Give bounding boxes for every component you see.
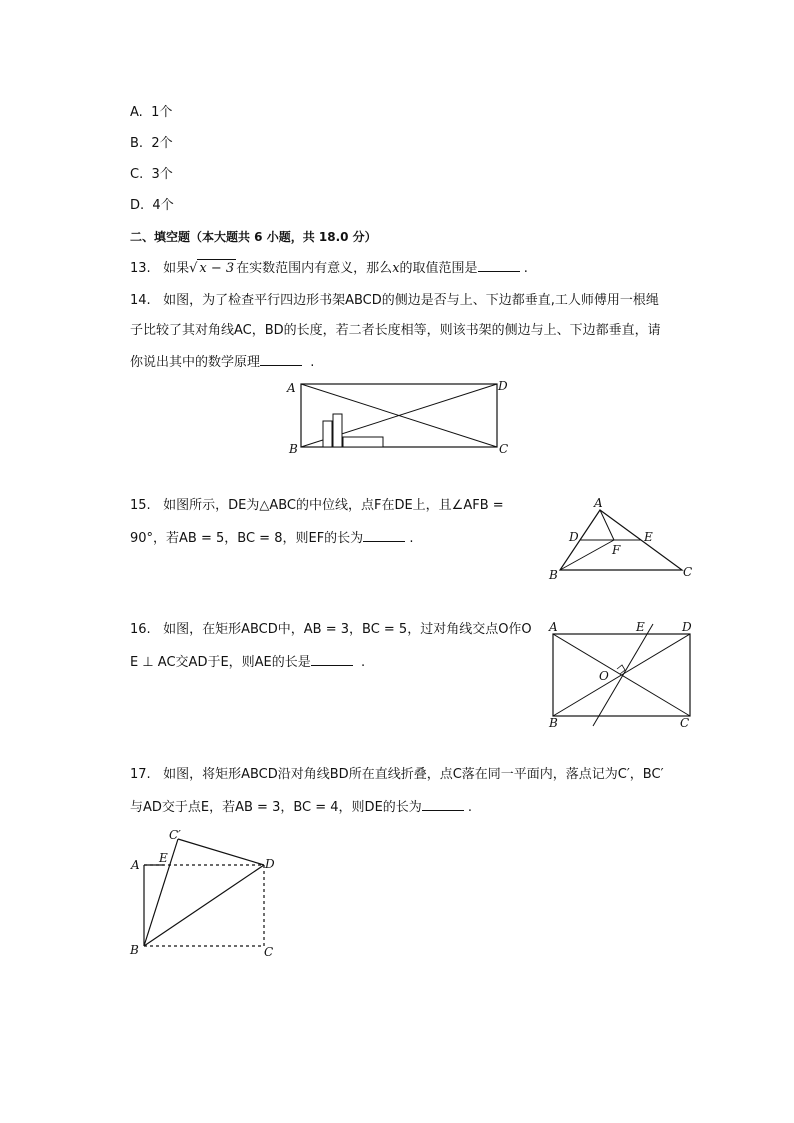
- label-a: A: [131, 858, 140, 872]
- question-17-line1: [130, 766, 664, 784]
- label-b: B: [549, 568, 558, 582]
- question-end: .: [467, 800, 473, 815]
- question-text: 如图，将矩形ABCD沿对角线BD所在直线折叠，点C落在同一平面内，落点记为C′，BC′: [163, 767, 664, 782]
- question-16-line1: [130, 621, 532, 639]
- label-o: O: [599, 669, 609, 683]
- option-c: [130, 166, 173, 184]
- segment-cprime-d: [178, 839, 264, 865]
- label-e: E: [159, 851, 168, 865]
- question-text: 如图，为了检查平行四边形书架ABCD的侧边是否与上、下边都垂直,工人师傅用一根绳: [163, 293, 659, 308]
- question-text: 如图所示，DE为△ABC的中位线，点F在DE上，且∠AFB =: [163, 498, 504, 513]
- question-17-line2: [130, 797, 472, 817]
- question-text: 与AD交于点E，若AB = 3，BC = 4，则DE的长为: [130, 800, 422, 815]
- question-number: 13.: [130, 261, 151, 276]
- figure-bookshelf: [285, 376, 515, 458]
- option-text: 3个: [151, 167, 173, 182]
- question-number: 15.: [130, 498, 151, 513]
- question-number: 14.: [130, 293, 151, 308]
- question-text: 在实数范围内有意义，那么: [236, 261, 393, 276]
- label-b: B: [549, 716, 558, 730]
- question-end: .: [523, 261, 528, 276]
- option-text: 4个: [152, 198, 174, 213]
- label-e: E: [636, 620, 645, 634]
- question-text: 90°，若AB = 5，BC = 8，则EF的长为: [130, 531, 364, 546]
- diagonal-bd: [144, 865, 264, 946]
- question-text: E ⊥ AC交AD于E，则AE的长是: [130, 655, 311, 670]
- answer-blank: [422, 797, 464, 811]
- question-14-line1: [130, 292, 659, 310]
- label-a: A: [594, 496, 603, 510]
- book: [343, 437, 383, 447]
- label-c-prime: C′: [169, 828, 181, 842]
- figure-triangle: [542, 494, 702, 584]
- figure-rectangle-o: [545, 618, 700, 733]
- variable: x: [392, 261, 400, 276]
- option-d: [130, 197, 174, 215]
- question-14-line3: [130, 352, 314, 372]
- question-end: .: [310, 355, 315, 370]
- radicand: x − 3: [199, 261, 235, 276]
- answer-blank: [311, 652, 353, 666]
- label-b: B: [130, 943, 139, 957]
- segment-bf: [560, 540, 614, 570]
- label-e: E: [644, 530, 653, 544]
- label-c: C: [499, 442, 509, 456]
- label-f: F: [612, 543, 621, 557]
- label-d: D: [682, 620, 692, 634]
- option-letter: D.: [130, 198, 145, 213]
- option-text: 1个: [151, 105, 173, 120]
- label-c: C: [680, 716, 690, 730]
- question-text: 如图，在矩形ABCD中，AB = 3，BC = 5，过对角线交点O作O: [163, 622, 532, 637]
- option-b: [130, 135, 173, 153]
- section-title: 二、填空题（本大题共 6 小题，共 18.0 分）: [130, 230, 377, 244]
- label-d: D: [569, 530, 579, 544]
- question-text: 如果: [163, 261, 190, 276]
- label-b: B: [289, 442, 298, 456]
- answer-blank: [478, 258, 520, 272]
- label-a: A: [287, 381, 296, 395]
- label-c: C: [264, 945, 274, 959]
- figure-fold: [126, 824, 286, 964]
- option-letter: B.: [130, 136, 144, 151]
- question-15-line1: [130, 497, 504, 515]
- question-13: [130, 258, 528, 278]
- question-16-line2: [130, 652, 365, 672]
- question-end: .: [409, 531, 414, 546]
- option-text: 2个: [151, 136, 173, 151]
- question-number: 16.: [130, 622, 151, 637]
- question-text: 的取值范围是: [399, 261, 478, 276]
- option-letter: A.: [130, 105, 143, 120]
- label-a: A: [549, 620, 558, 634]
- question-end: .: [361, 655, 366, 670]
- label-d: D: [498, 379, 508, 393]
- sqrt-sign: √: [189, 261, 198, 276]
- question-15-line2: [130, 528, 413, 548]
- option-a: [130, 104, 172, 122]
- option-letter: C.: [130, 167, 144, 182]
- label-c: C: [683, 565, 693, 579]
- question-number: 17.: [130, 767, 151, 782]
- book: [333, 414, 342, 447]
- question-14-line2: 子比较了其对角线AC，BD的长度，若二者长度相等，则该书架的侧边与上、下边都垂直，请: [130, 323, 661, 338]
- question-text: 你说出其中的数学原理: [130, 355, 261, 370]
- answer-blank: [260, 352, 302, 366]
- book: [323, 421, 332, 447]
- label-d: D: [265, 857, 275, 871]
- answer-blank: [363, 528, 405, 542]
